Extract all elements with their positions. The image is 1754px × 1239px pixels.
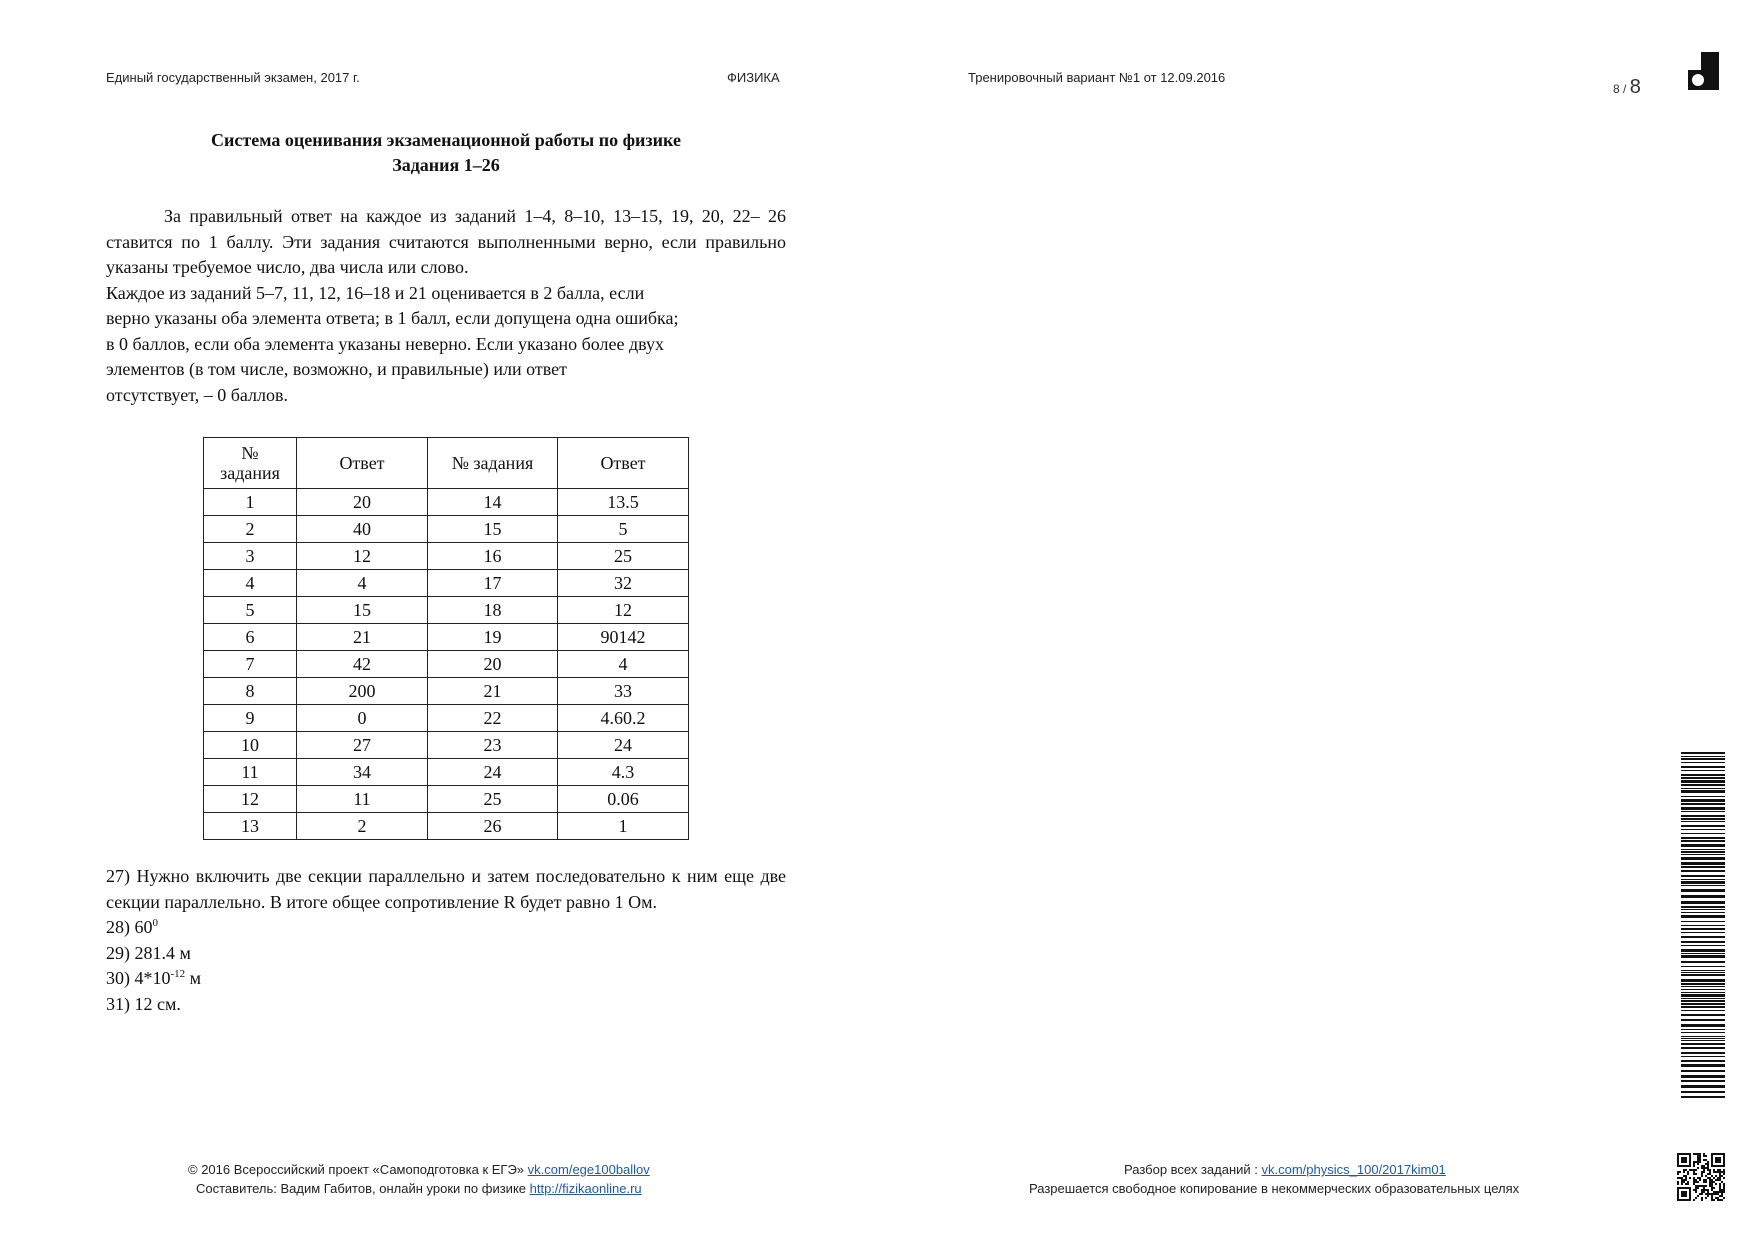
answer-cell: 32 xyxy=(558,570,689,597)
long-answers xyxy=(106,864,786,1017)
answer-28-text: 28) 60 xyxy=(106,917,153,937)
table-body xyxy=(204,489,689,840)
rules-paragraph-1: За правильный ответ на каждое из заданий 1–4, 8–10, 13–15, 19, 20, 22– 26 ставится по 1 баллу. Эти задания считаются выполненными верно, если правильно указаны требуемое число, два числа или слово. xyxy=(106,206,786,277)
rules-line-2: верно указаны оба элемента ответа; в 1 балл, если допущена одна ошибка; xyxy=(106,308,679,328)
answer-cell: 12 xyxy=(558,597,689,624)
task-number-cell: 21 xyxy=(428,678,558,705)
answer-28 xyxy=(106,915,786,941)
header-task-number-line-2: задания xyxy=(220,463,280,483)
footer-site-link[interactable]: http://fizikaonline.ru xyxy=(529,1181,642,1196)
rules-line-4: элементов (в том числе, возможно, и правильные) или ответ xyxy=(106,359,567,379)
task-number-cell: 17 xyxy=(428,570,558,597)
task-number-cell: 26 xyxy=(428,813,558,840)
answer-cell: 21 xyxy=(297,624,428,651)
answer-cell: 200 xyxy=(297,678,428,705)
header-subject: ФИЗИКА xyxy=(727,70,780,85)
answer-cell: 0.06 xyxy=(558,786,689,813)
header-exam-title: Единый государственный экзамен, 2017 г. xyxy=(106,70,360,85)
answer-28-superscript: 0 xyxy=(152,917,158,929)
header-answer-2: Ответ xyxy=(558,438,689,489)
task-number-cell: 8 xyxy=(204,678,297,705)
table-row xyxy=(204,597,689,624)
table-row xyxy=(204,705,689,732)
table-row xyxy=(204,489,689,516)
answer-30-unit: м xyxy=(185,968,202,988)
task-number-cell: 18 xyxy=(428,597,558,624)
answer-cell: 0 xyxy=(297,705,428,732)
header-variant: Тренировочный вариант №1 от 12.09.2016 xyxy=(968,70,1226,85)
table-row xyxy=(204,570,689,597)
task-number-cell: 23 xyxy=(428,732,558,759)
footer-vk-link[interactable]: vk.com/ege100ballov xyxy=(527,1162,650,1177)
answer-cell: 13.5 xyxy=(558,489,689,516)
page-total: 8 xyxy=(1629,76,1641,98)
footer-author-text: Составитель: Вадим Габитов, онлайн уроки по физике xyxy=(196,1181,530,1196)
answer-cell: 24 xyxy=(558,732,689,759)
answer-29: 29) 281.4 м xyxy=(106,942,191,963)
task-number-cell: 7 xyxy=(204,651,297,678)
header-task-number xyxy=(204,438,297,489)
answer-cell: 11 xyxy=(297,786,428,813)
page-separator: / xyxy=(1619,82,1630,96)
task-number-cell: 3 xyxy=(204,543,297,570)
answer-31: 31) 12 см. xyxy=(106,993,181,1014)
answer-cell: 34 xyxy=(297,759,428,786)
answer-cell: 40 xyxy=(297,516,428,543)
answer-cell: 4 xyxy=(297,570,428,597)
page-current: 8 xyxy=(1613,82,1620,96)
table-row xyxy=(204,678,689,705)
answer-cell: 4.60.2 xyxy=(558,705,689,732)
task-number-cell: 25 xyxy=(428,786,558,813)
table-row xyxy=(204,732,689,759)
footer-copy-permission: Разрешается свободное копирование в некоммерческих образовательных целях xyxy=(1029,1181,1520,1196)
answer-cell: 1 xyxy=(558,813,689,840)
task-number-cell: 9 xyxy=(204,705,297,732)
table-row xyxy=(204,543,689,570)
task-number-cell: 10 xyxy=(204,732,297,759)
table-row xyxy=(204,759,689,786)
table-row xyxy=(204,651,689,678)
task-number-cell: 6 xyxy=(204,624,297,651)
task-number-cell: 2 xyxy=(204,516,297,543)
answer-cell: 42 xyxy=(297,651,428,678)
corner-mark-icon xyxy=(1688,52,1719,90)
answer-cell: 4 xyxy=(558,651,689,678)
task-number-cell: 15 xyxy=(428,516,558,543)
task-number-cell: 16 xyxy=(428,543,558,570)
answer-cell: 25 xyxy=(558,543,689,570)
answer-30-text: 30) 4*10 xyxy=(106,968,171,988)
section-title xyxy=(106,128,786,178)
task-number-cell: 20 xyxy=(428,651,558,678)
page-number xyxy=(1613,76,1641,99)
task-number-cell: 11 xyxy=(204,759,297,786)
header-answer-1: Ответ xyxy=(297,438,428,489)
table-row xyxy=(204,786,689,813)
header-task-number-line-1: № xyxy=(241,443,259,463)
answer-27: 27) Нужно включить две секции параллельно и затем последовательно к ним еще две секции параллельно. В итоге общее сопротивление R будет равно 1 Ом. xyxy=(106,866,786,912)
table-row xyxy=(204,516,689,543)
table-header-row xyxy=(204,438,689,489)
task-number-cell: 5 xyxy=(204,597,297,624)
answer-cell: 27 xyxy=(297,732,428,759)
footer-author xyxy=(196,1181,642,1196)
answer-cell: 33 xyxy=(558,678,689,705)
table-row xyxy=(204,624,689,651)
task-number-cell: 14 xyxy=(428,489,558,516)
task-number-cell: 24 xyxy=(428,759,558,786)
rules-line-1: Каждое из заданий 5–7, 11, 12, 16–18 и 21 оценивается в 2 балла, если xyxy=(106,282,645,303)
answer-cell: 15 xyxy=(297,597,428,624)
barcode-icon xyxy=(1681,752,1725,1100)
task-number-cell: 1 xyxy=(204,489,297,516)
footer-project-text: © 2016 Всероссийский проект «Самоподготовка к ЕГЭ» xyxy=(188,1162,528,1177)
task-number-cell: 22 xyxy=(428,705,558,732)
answer-30-exponent: -12 xyxy=(170,968,186,980)
answer-cell: 2 xyxy=(297,813,428,840)
title-line-2: Задания 1–26 xyxy=(392,155,500,175)
answer-cell: 12 xyxy=(297,543,428,570)
task-number-cell: 13 xyxy=(204,813,297,840)
title-line-1: Система оценивания экзаменационной работы по физике xyxy=(211,130,681,150)
footer-project xyxy=(188,1162,650,1177)
table-row xyxy=(204,813,689,840)
task-number-cell: 4 xyxy=(204,570,297,597)
answer-cell: 5 xyxy=(558,516,689,543)
answer-cell: 20 xyxy=(297,489,428,516)
rules-line-3: в 0 баллов, если оба элемента указаны неверно. Если указано более двух xyxy=(106,333,665,354)
footer-analysis xyxy=(1124,1162,1446,1177)
answers-table xyxy=(203,437,689,840)
footer-analysis-text: Разбор всех заданий : xyxy=(1124,1162,1262,1177)
answer-30 xyxy=(106,966,786,992)
rules-line-5: отсутствует, – 0 баллов. xyxy=(106,384,288,405)
task-number-cell: 12 xyxy=(204,786,297,813)
scoring-rules xyxy=(106,204,786,408)
task-number-cell: 19 xyxy=(428,624,558,651)
qr-code-icon xyxy=(1677,1153,1725,1201)
answer-cell: 90142 xyxy=(558,624,689,651)
header-task-number-2: № задания xyxy=(428,438,558,489)
footer-analysis-link[interactable]: vk.com/physics_100/2017kim01 xyxy=(1261,1162,1446,1177)
answer-cell: 4.3 xyxy=(558,759,689,786)
